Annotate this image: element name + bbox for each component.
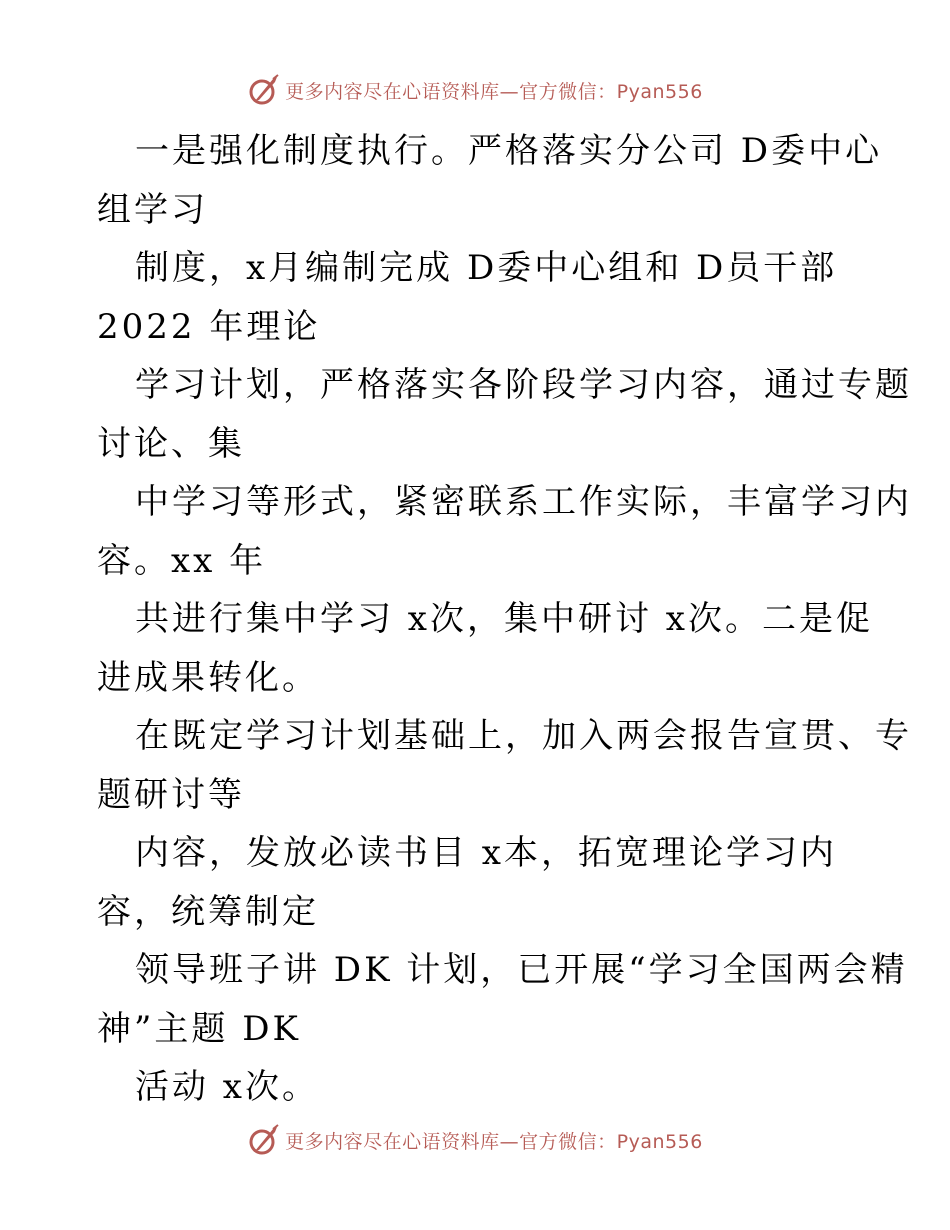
watermark-text: 更多内容尽在心语资料库—官方微信：Pyan556 bbox=[285, 80, 703, 103]
paragraph-line: 在既定学习计划基础上，加入两会报告宣贯、专 bbox=[135, 716, 912, 756]
paragraph-line: 进成果转化。 bbox=[97, 657, 319, 698]
paragraph-line: 一是强化制度执行。严格落实分公司 D委中心 bbox=[135, 131, 883, 171]
paragraph-line: 容，统筹制定 bbox=[97, 891, 319, 932]
header-watermark bbox=[0, 70, 950, 110]
paragraph-line: 容。xx 年 bbox=[97, 540, 267, 581]
paragraph-line: 组学习 bbox=[97, 189, 208, 230]
paragraph-line: 中学习等形式，紧密联系工作实际，丰富学习内 bbox=[135, 482, 912, 522]
paragraph-line: 领导班子讲 DK 计划，已开展“学习全国两会精 bbox=[135, 950, 908, 990]
quill-pen-circle-icon bbox=[247, 1123, 281, 1157]
paragraph-line: 内容，发放必读书目 x本，拓宽理论学习内 bbox=[135, 833, 837, 873]
document-body bbox=[97, 122, 912, 1117]
quill-pen-circle-icon bbox=[247, 73, 281, 107]
paragraph-line: 活动 x次。 bbox=[135, 1067, 319, 1107]
paragraph-line: 题研讨等 bbox=[97, 774, 245, 815]
paragraph-line: 共进行集中学习 x次，集中研讨 x次。二是促 bbox=[135, 599, 873, 639]
paragraph-line: 制度，x月编制完成 D委中心组和 D员干部 bbox=[135, 248, 838, 288]
paragraph-line: 神”主题 DK bbox=[97, 1008, 301, 1049]
paragraph-line: 讨论、集 bbox=[97, 423, 245, 464]
footer-watermark bbox=[0, 1120, 950, 1160]
paragraph-line: 学习计划，严格落实各阶段学习内容，通过专题 bbox=[135, 365, 912, 405]
watermark-text: 更多内容尽在心语资料库—官方微信：Pyan556 bbox=[285, 1130, 703, 1153]
paragraph-line: 2022 年理论 bbox=[97, 306, 321, 347]
